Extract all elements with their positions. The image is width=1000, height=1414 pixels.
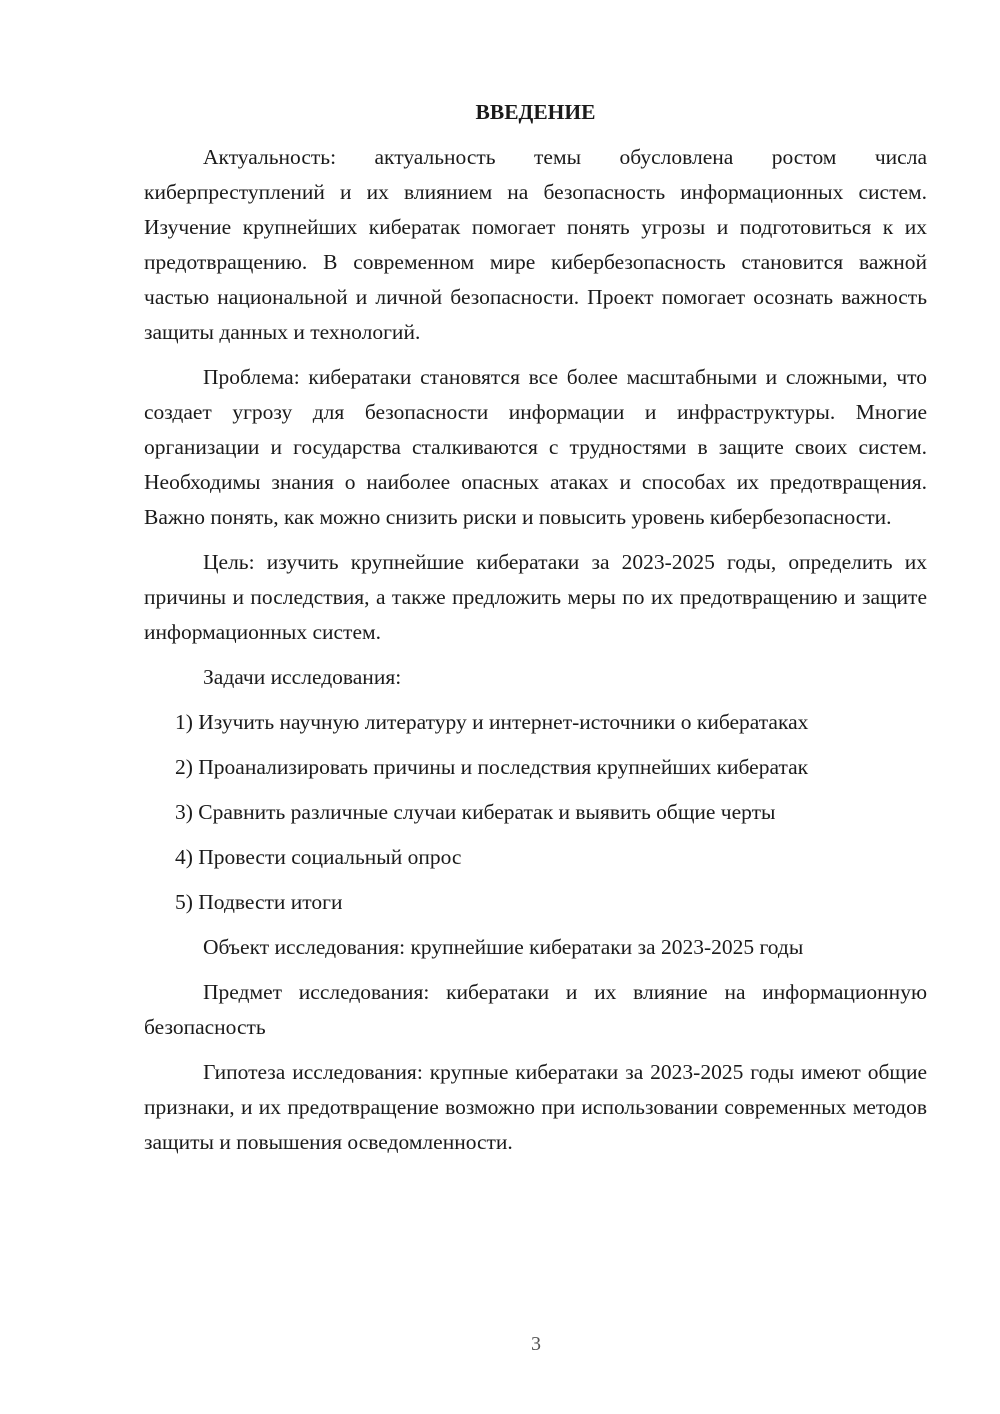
tasks-list bbox=[144, 705, 927, 920]
problem-paragraph: Проблема: кибератаки становятся все более масштабными и сложными, что создает угрозу для безопасности информации и инфраструктуры. Многие организации и государства сталкиваются с трудностями в защите своих систем. Необходимы знания о наиболее опасных атаках и способах их предотвращения. Важно понять, как можно снизить риски и повысить уровень кибербезопасности. bbox=[144, 365, 927, 529]
task-item: 3) Сравнить различные случаи кибератак и выявить общие черты bbox=[175, 800, 776, 824]
goal-paragraph: Цель: изучить крупнейшие кибератаки за 2023-2025 годы, определить их причины и последствия, а также предложить меры по их предотвращению и защите информационных систем. bbox=[144, 550, 927, 644]
section-title: ВВЕДЕНИЕ bbox=[475, 100, 596, 124]
task-item: 5) Подвести итоги bbox=[175, 890, 343, 914]
tasks-heading: Задачи исследования: bbox=[203, 665, 402, 689]
task-item: 4) Провести социальный опрос bbox=[175, 845, 462, 869]
task-item: 1) Изучить научную литературу и интернет-источники о кибератаках bbox=[175, 710, 809, 734]
hypothesis-paragraph: Гипотеза исследования: крупные кибератаки за 2023-2025 годы имеют общие признаки, и их предотвращение возможно при использовании современных методов защиты и повышения осведомленности. bbox=[144, 1060, 927, 1154]
document-page bbox=[144, 96, 927, 1170]
relevance-paragraph: Актуальность: актуальность темы обусловлена ростом числа киберпреступлений и их влиянием на безопасность информационных систем. Изучение крупнейших кибератак помогает понять угрозы и подготовиться к их предотвращению. В современном мире кибербезопасность становится важной частью национальной и личной безопасности. Проект помогает осознать важность защиты данных и технологий. bbox=[144, 145, 927, 344]
task-item: 2) Проанализировать причины и последствия крупнейших кибератак bbox=[175, 755, 809, 779]
page-number: 3 bbox=[531, 1333, 541, 1355]
object-paragraph: Объект исследования: крупнейшие кибератаки за 2023-2025 годы bbox=[203, 935, 804, 959]
subject-paragraph: Предмет исследования: кибератаки и их влияние на информационную безопасность bbox=[144, 980, 927, 1039]
